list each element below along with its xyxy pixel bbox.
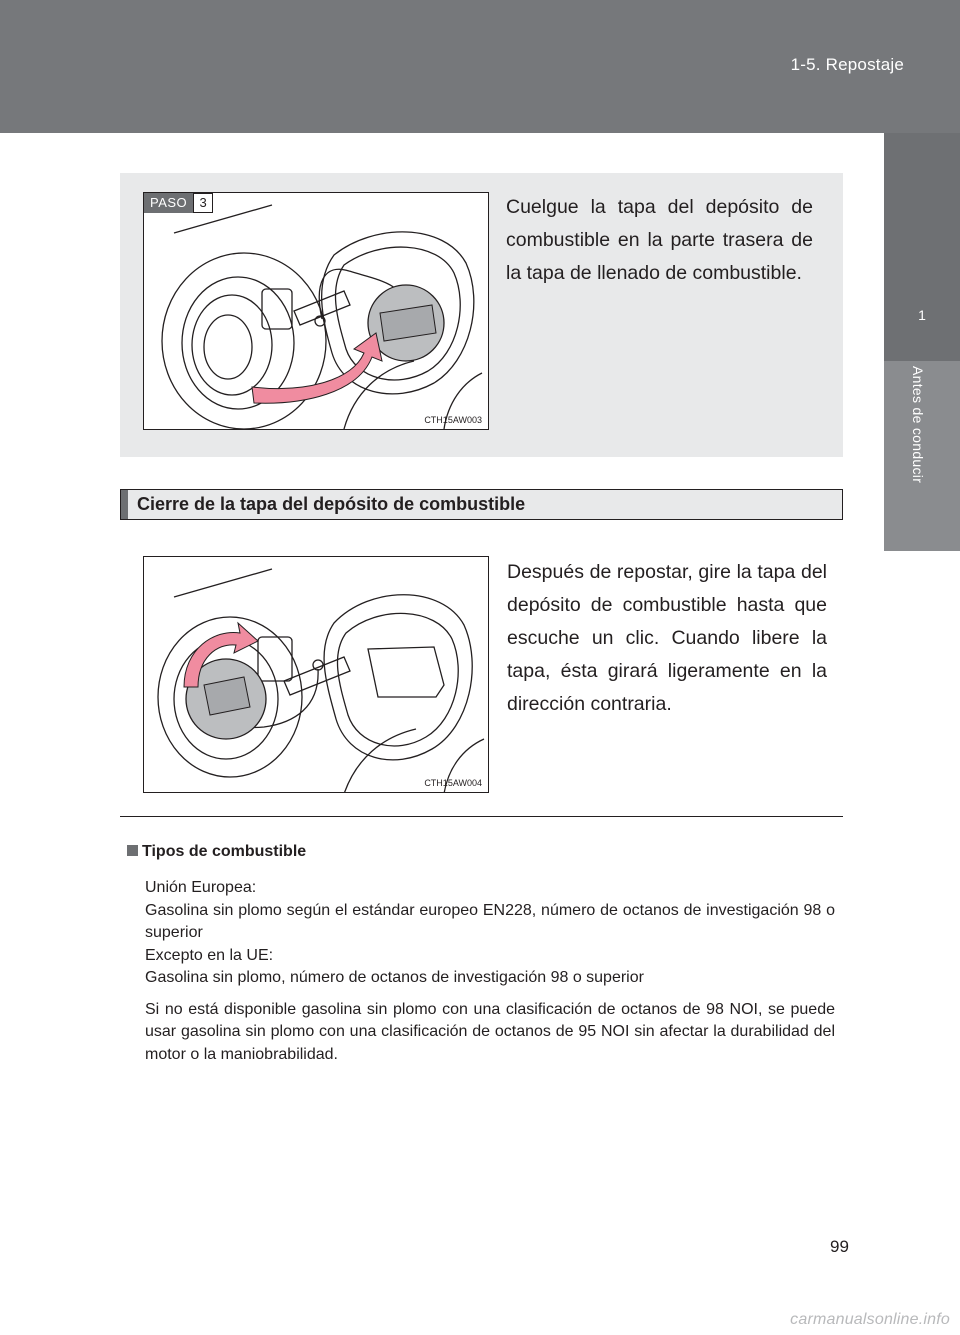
non-eu-label: Excepto en la UE: bbox=[145, 946, 274, 964]
closing-instruction: Después de repostar, gire la tapa del depósito de combustible hasta que escuche un clic. Cuando libere la tapa, ésta girará ligeramente en la dirección contraria. bbox=[507, 561, 827, 715]
fuel-types-title bbox=[127, 843, 306, 861]
step-instruction: Cuelgue la tapa del depósito de combustible en la parte trasera de la tapa de llenado de combustible. bbox=[506, 196, 813, 284]
header-band bbox=[0, 0, 960, 133]
fuel-cap-hanging-illustration bbox=[144, 193, 489, 430]
chapter-number: 1 bbox=[918, 307, 926, 323]
chapter-tab bbox=[884, 133, 960, 361]
step-panel bbox=[120, 173, 843, 457]
fuel-cap-closing-illustration bbox=[144, 557, 489, 793]
watermark: carmanualsonline.info bbox=[790, 1311, 950, 1328]
octane-note: Si no está disponible gasolina sin plomo con una clasificación de octanos de 98 NOI, se puede usar gasolina sin plomo con una clasificación de octanos de 95 NOI sin afectar la durabilidad del motor o la maniobrabilidad. bbox=[145, 1000, 835, 1063]
eu-text: Gasolina sin plomo según el estándar europeo EN228, número de octanos de investigación 98 o superior bbox=[145, 901, 835, 941]
heading-accent bbox=[121, 490, 128, 519]
fuel-types-body bbox=[145, 877, 835, 1066]
fuel-types-title-text: Tipos de combustible bbox=[142, 843, 307, 860]
heading-text: Cierre de la tapa del depósito de combustible bbox=[137, 494, 526, 514]
figure-code: CTH15AW004 bbox=[424, 778, 482, 788]
step-figure bbox=[143, 192, 489, 430]
closing-figure bbox=[143, 556, 489, 793]
step-badge bbox=[144, 193, 213, 213]
step-badge-number: 3 bbox=[193, 193, 213, 213]
section-heading bbox=[120, 489, 843, 520]
square-bullet-icon bbox=[127, 845, 138, 856]
non-eu-text: Gasolina sin plomo, número de octanos de investigación 98 o superior bbox=[145, 969, 644, 986]
page-number: 99 bbox=[830, 1237, 849, 1256]
eu-label: Unión Europea: bbox=[145, 879, 257, 896]
section-divider bbox=[120, 816, 843, 817]
step-badge-label: PASO bbox=[144, 193, 193, 213]
figure-code: CTH15AW003 bbox=[424, 415, 482, 425]
section-title: 1-5. Repostaje bbox=[790, 55, 904, 74]
chapter-title: Antes de conducir bbox=[910, 366, 926, 484]
